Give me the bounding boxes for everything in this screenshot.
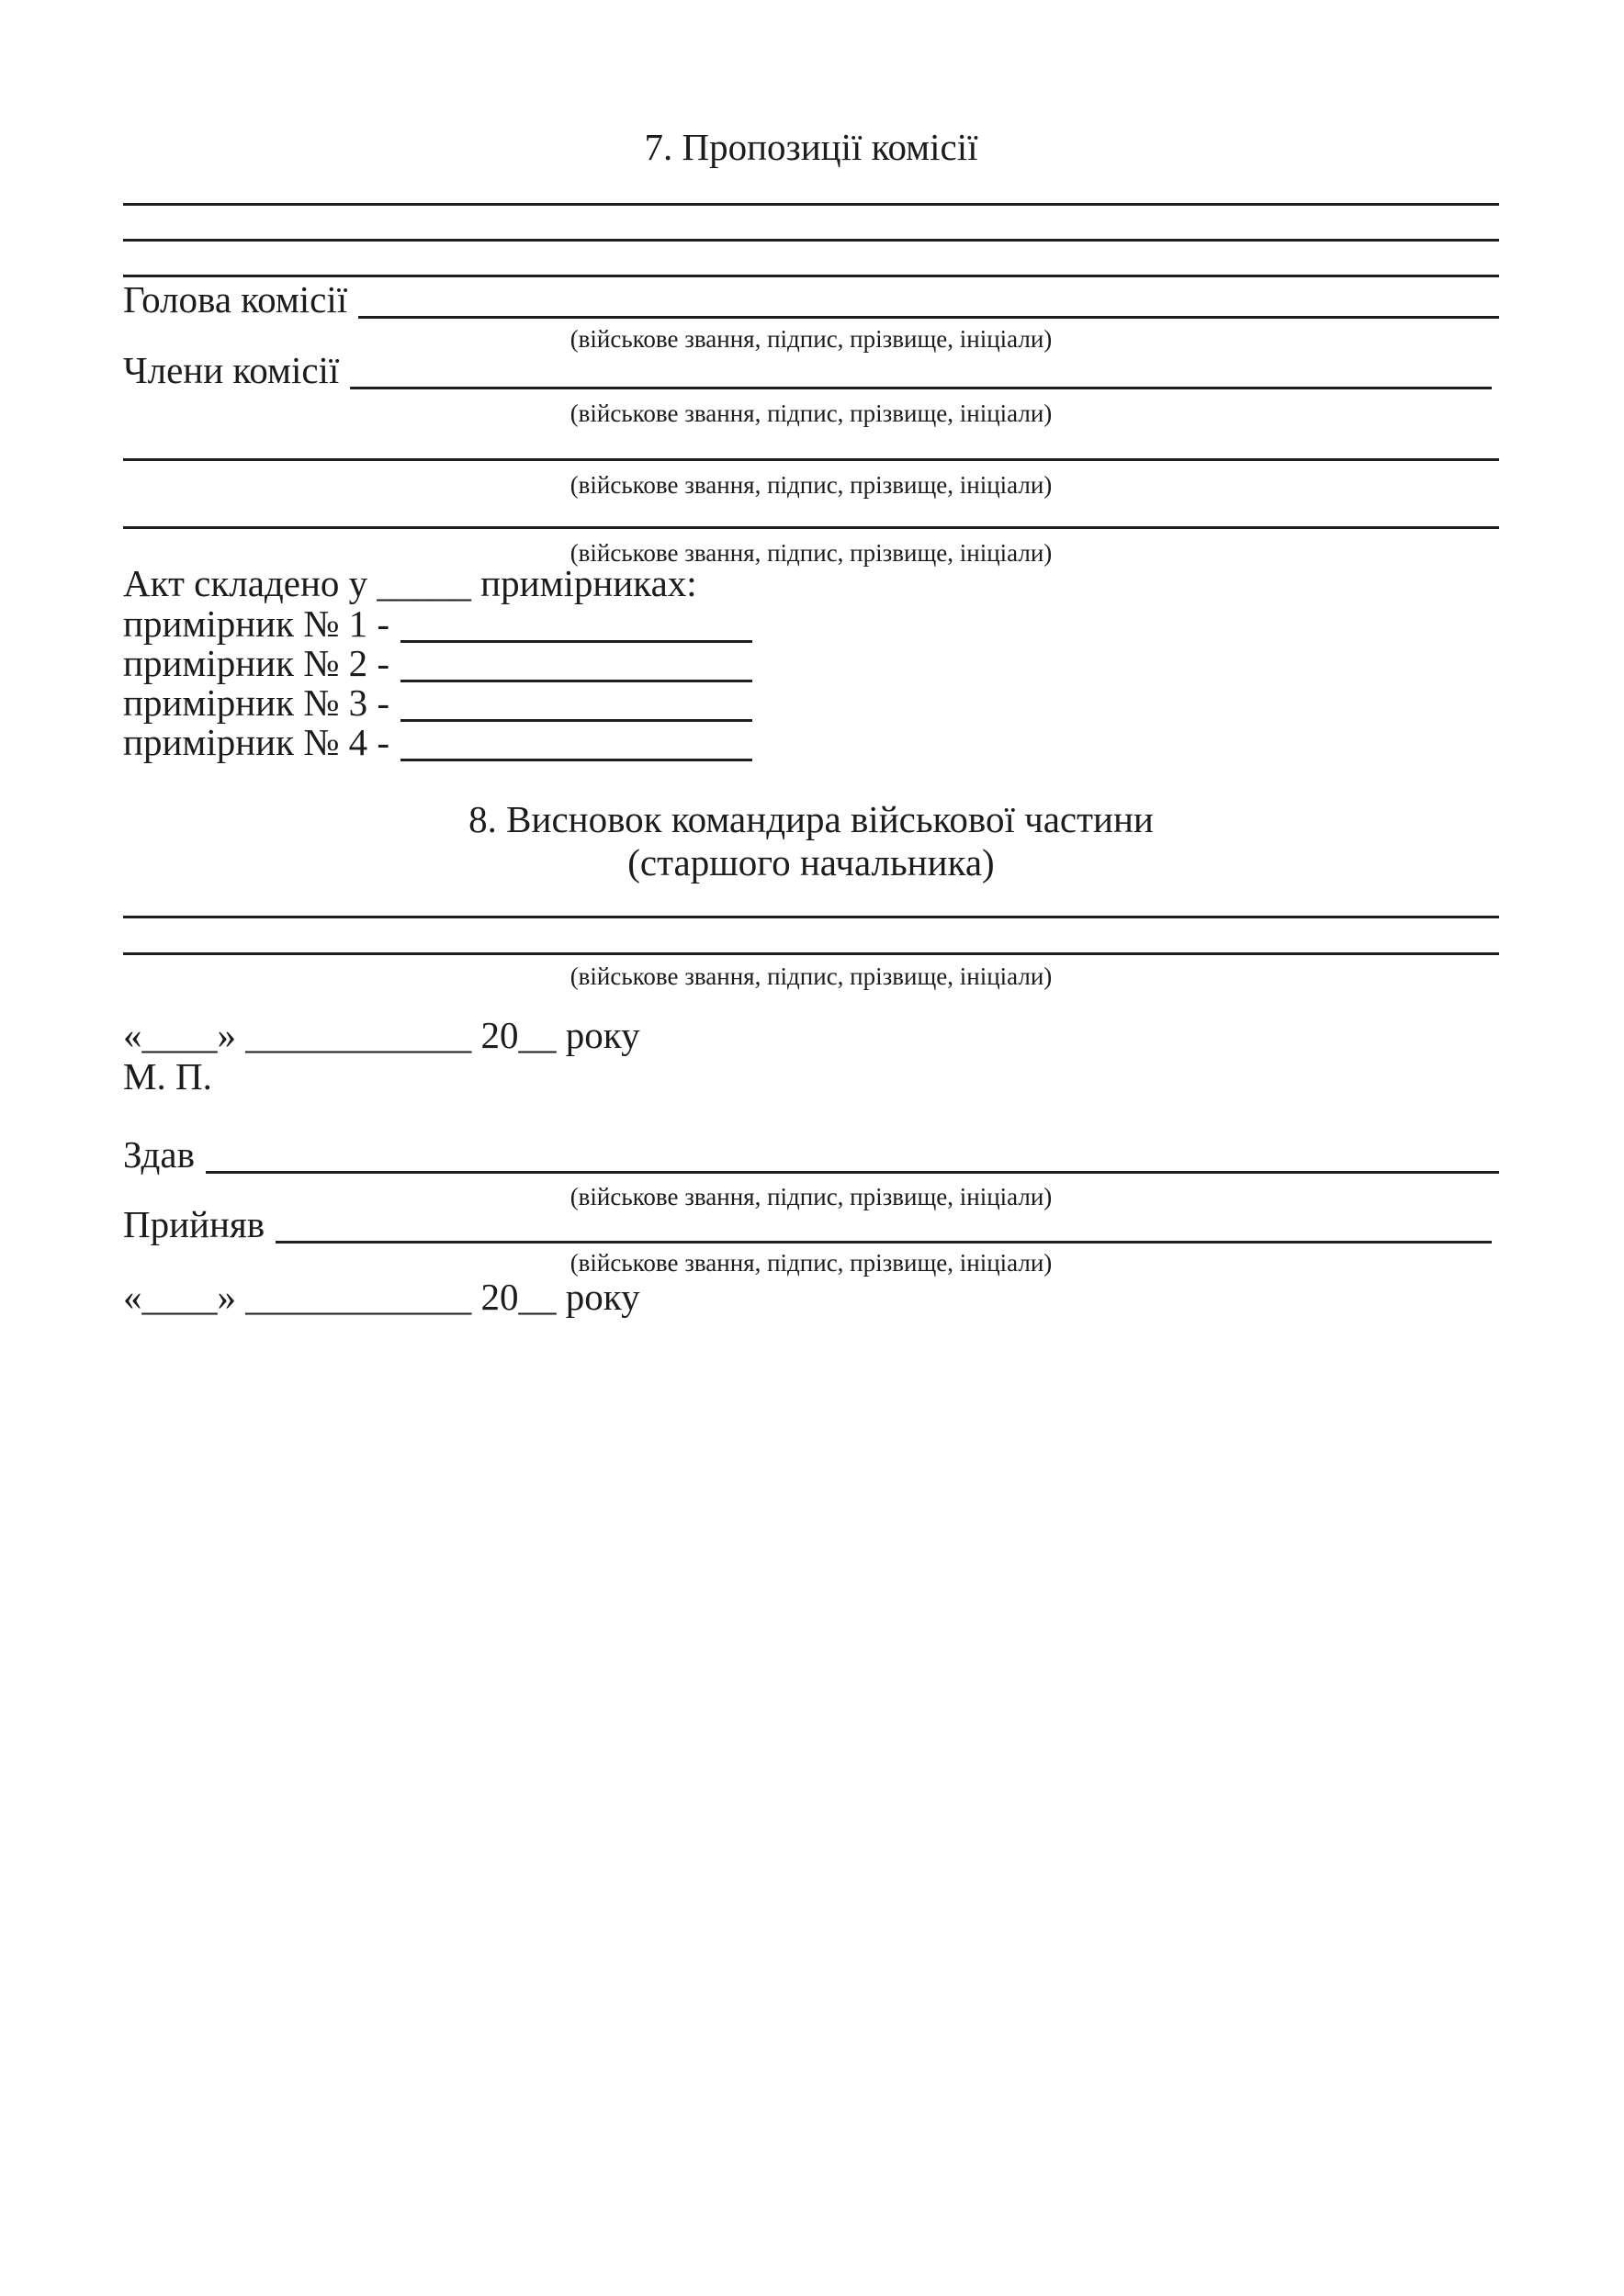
blank-text-line-1 <box>123 203 1499 206</box>
copy-4-label: примірник № 4 - <box>123 721 390 763</box>
signature-caption: (військове звання, підпис, прізвище, ініціали) <box>570 962 1053 990</box>
received-row <box>123 1203 1492 1245</box>
handover-date-line: «____» ____________ 20__ року <box>123 1276 640 1318</box>
seal-mark: М. П. <box>123 1055 212 1097</box>
commission-member-2-fill-line <box>123 458 1499 461</box>
commission-member-1-fill-line <box>350 352 1492 389</box>
copy-4-fill-line <box>400 724 752 761</box>
conclusion-blank-line-1 <box>123 916 1499 918</box>
copy-2-fill-line <box>400 645 752 682</box>
received-fill-line <box>276 1206 1492 1244</box>
received-label: Прийняв <box>123 1203 265 1245</box>
section-7-title: 7. Пропозиції комісії <box>644 126 978 168</box>
commission-member-3-fill-line <box>123 526 1499 529</box>
section-8-title: 8. Висновок командира військової частини <box>468 798 1154 840</box>
copy-3-label: примірник № 3 - <box>123 681 390 724</box>
conclusion-blank-line-2 <box>123 952 1499 955</box>
conclusion-date-line: «____» ____________ 20__ року <box>123 1014 640 1056</box>
copy-1-row <box>123 602 1499 645</box>
signature-caption: (військове звання, підпис, прізвище, ініціали) <box>570 400 1053 427</box>
signature-caption: (військове звання, підпис, прізвище, ініціали) <box>570 325 1053 353</box>
section-8-subtitle: (старшого начальника) <box>627 841 995 884</box>
blank-text-line-3 <box>123 275 1499 277</box>
copy-2-label: примірник № 2 - <box>123 642 390 684</box>
copy-3-fill-line <box>400 684 752 722</box>
copy-1-fill-line <box>400 605 752 643</box>
handed-over-fill-line <box>206 1136 1499 1174</box>
commission-members-label: Члени комісії <box>123 349 340 391</box>
head-of-commission-row <box>123 278 1499 321</box>
handed-over-row <box>123 1133 1499 1176</box>
copy-3-row <box>123 681 1499 724</box>
signature-caption: (військове звання, підпис, прізвище, ініціали) <box>570 471 1053 499</box>
handed-over-label: Здав <box>123 1133 195 1176</box>
head-of-commission-fill-line <box>358 281 1499 319</box>
commission-members-row <box>123 349 1492 391</box>
copy-1-label: примірник № 1 - <box>123 602 390 645</box>
head-of-commission-label: Голова комісії <box>123 278 348 321</box>
copy-2-row <box>123 642 1499 684</box>
copies-statement: Акт складено у _____ примірниках: <box>123 562 697 604</box>
signature-caption: (військове звання, підпис, прізвище, ініціали) <box>570 1249 1053 1277</box>
copy-4-row <box>123 721 1499 763</box>
signature-caption: (військове звання, підпис, прізвище, ініціали) <box>570 539 1053 567</box>
blank-text-line-2 <box>123 239 1499 242</box>
signature-caption: (військове звання, підпис, прізвище, ініціали) <box>570 1183 1053 1210</box>
